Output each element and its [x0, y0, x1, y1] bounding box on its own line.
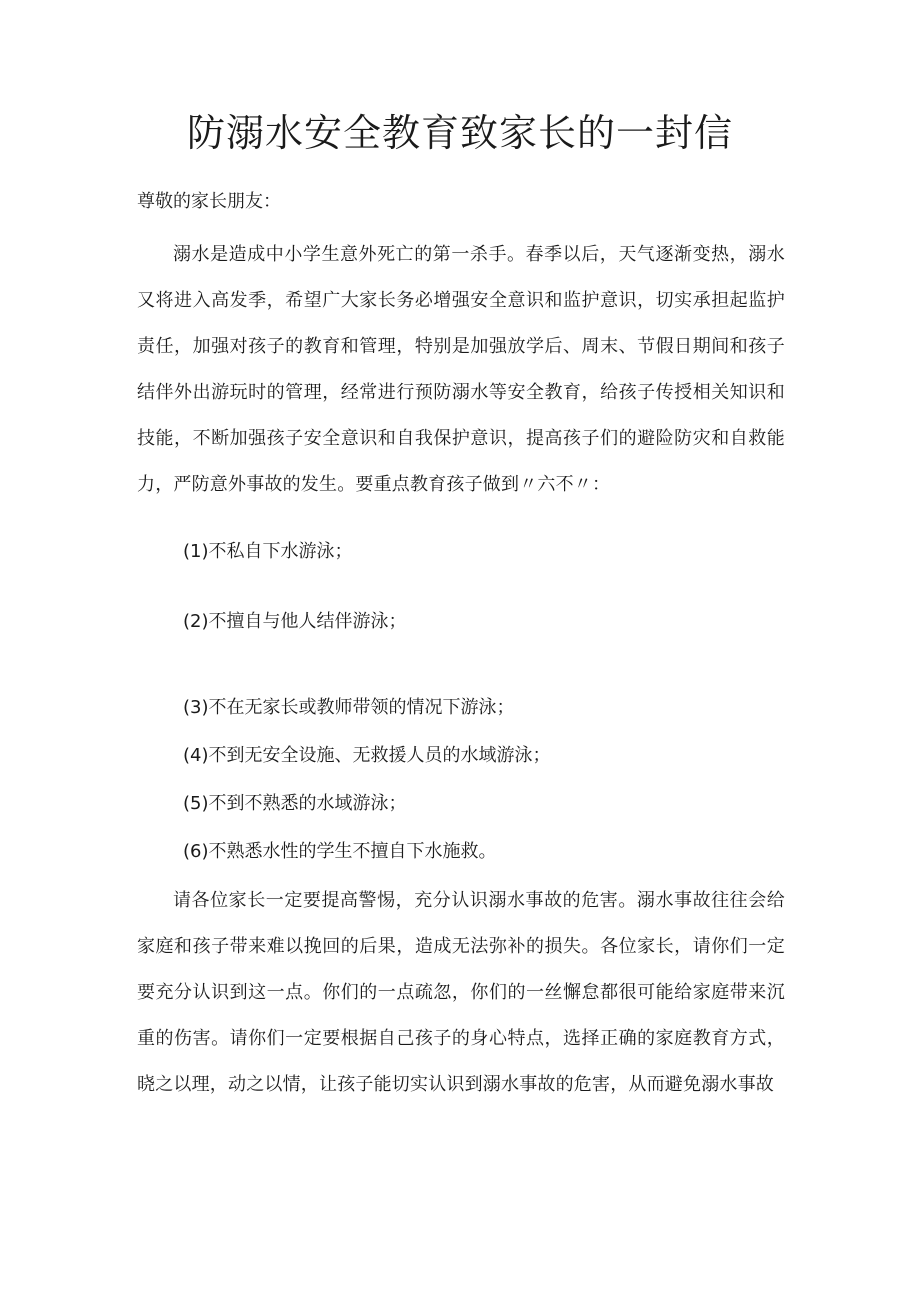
list-item: (4)不到无安全设施、无救援人员的水域游泳； — [183, 745, 551, 766]
document-title: 防溺水安全教育致家长的一封信 — [186, 111, 733, 155]
list-item: (1)不私自下水游泳； — [183, 541, 353, 562]
paragraph-appeal: 请各位家长一定要提高警惕，充分认识溺水事故的危害。溺水事故往往会给家庭和孩子带来难以挽回的后果，造成无法弥补的损失。各位家长，请你们一定要充分认识到这一点。你们的一点疏忽，你们的一丝懈怠都很可能给家庭带来沉重的伤害。请你们一定要根据自己孩子的身心特点，选择正确的家庭教育方式，晓之以理，动之以情，让孩子能切实认识到溺水事故的危害，从而避免溺水事故 — [137, 890, 785, 1095]
list-item: (3)不在无家长或教师带领的情况下游泳； — [183, 697, 515, 718]
list-item: (5)不到不熟悉的水域游泳； — [183, 793, 407, 814]
list-item: (6)不熟悉水性的学生不擅自下水施救。 — [183, 841, 497, 862]
paragraph-intro: 溺水是造成中小学生意外死亡的第一杀手。春季以后，天气逐渐变热，溺水又将进入高发季，希望广大家长务必增强安全意识和监护意识，切实承担起监护责任，加强对孩子的教育和管理，特别是加强放学后、周末、节假日期间和孩子结伴外出游玩时的管理，经常进行预防溺水等安全教育，给孩子传授相关知识和技能，不断加强孩子安全意识和自我保护意识，提高孩子们的避险防灾和自救能力，严防意外事故的发生。要重点教育孩子做到〃六不〃： — [137, 244, 785, 495]
list-item: (2)不擅自与他人结伴游泳； — [183, 611, 407, 632]
greeting: 尊敬的家长朋友： — [137, 191, 281, 212]
